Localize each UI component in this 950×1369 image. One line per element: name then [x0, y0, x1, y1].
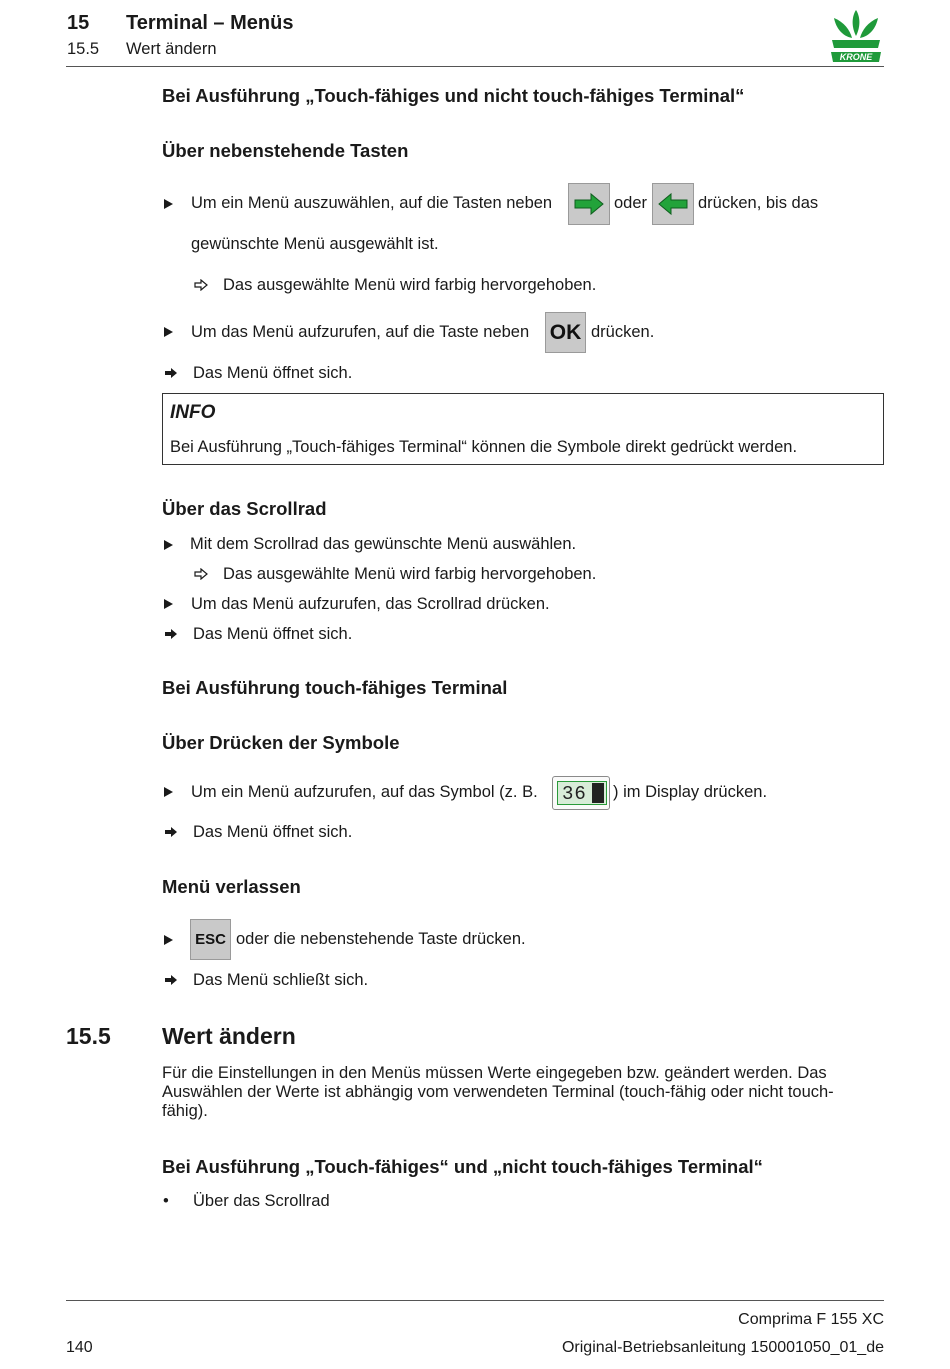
step-text: Um ein Menü auszuwählen, auf die Tasten neben: [191, 194, 553, 212]
heading-exit-menu: Menü verlassen: [162, 876, 301, 897]
chapter-title: Terminal – Menüs: [126, 12, 294, 34]
menu-symbol-button[interactable]: [552, 776, 610, 810]
result-text: Das Menü öffnet sich.: [193, 625, 353, 643]
step-bullet: [164, 599, 173, 609]
sub-result-arrow-icon: [194, 568, 208, 580]
arrow-left-icon: [657, 192, 689, 216]
sub-result-text: Das ausgewählte Menü wird farbig hervorgehoben.: [223, 565, 597, 583]
result-arrow-icon: [164, 628, 178, 640]
counter-knob: [592, 783, 604, 803]
result-text: Das Menü schließt sich.: [193, 971, 369, 989]
subheading-keys: Über nebenstehende Tasten: [162, 140, 409, 161]
esc-key-label: ESC: [195, 931, 226, 948]
ok-key-label: OK: [549, 320, 582, 344]
step-text: Um das Menü aufzurufen, auf die Taste neben: [191, 323, 530, 341]
result-arrow-icon: [164, 826, 178, 838]
counter-digits: 36: [562, 783, 587, 805]
esc-key[interactable]: [190, 919, 231, 960]
paragraph-line: Für die Einstellungen in den Menüs müssen Werte eingegeben bzw. geändert werden. Das: [162, 1064, 827, 1082]
chapter-number: 15: [67, 12, 90, 34]
footer-document-id: Original-Betriebsanleitung 150001050_01_de: [561, 1339, 884, 1356]
section-number: 15.5: [66, 1023, 111, 1049]
step-text: Um ein Menü aufzurufen, auf das Symbol (z. B.: [191, 783, 538, 801]
footer-page-number: 140: [66, 1339, 93, 1356]
step-bullet: [164, 935, 173, 945]
counter-icon: [557, 781, 607, 805]
sub-result-text: Das ausgewählte Menü wird farbig hervorgehoben.: [223, 276, 597, 294]
sub-result-arrow-icon: [194, 279, 208, 291]
arrow-left-key[interactable]: [652, 183, 694, 225]
paragraph-line: Auswählen der Werte ist abhängig vom verwendeten Terminal (touch-fähig oder nicht touch-: [162, 1083, 834, 1101]
bullet-dot: •: [163, 1192, 169, 1210]
step-text: Um das Menü aufzurufen, das Scrollrad drücken.: [191, 595, 550, 613]
footer-divider: [66, 1300, 884, 1301]
info-text: Bei Ausführung „Touch-fähiges Terminal“ können die Symbole direkt gedrückt werden.: [170, 438, 798, 456]
bullet-text: Über das Scrollrad: [193, 1192, 330, 1210]
heading-touch: Bei Ausführung touch-fähiges Terminal: [162, 677, 508, 698]
arrow-right-icon: [573, 192, 605, 216]
result-text: Das Menü öffnet sich.: [193, 364, 353, 382]
step-bullet: [164, 327, 173, 337]
header-divider: [66, 66, 884, 67]
step-text: drücken.: [591, 323, 655, 341]
info-title: INFO: [170, 402, 216, 423]
step-bullet: [164, 540, 173, 550]
paragraph-line: fähig).: [162, 1102, 208, 1120]
step-text: oder die nebenstehende Taste drücken.: [236, 930, 526, 948]
step-bullet: [164, 787, 173, 797]
krone-logo: [828, 6, 884, 64]
step-text: ) im Display drücken.: [613, 783, 768, 801]
step-text: Mit dem Scrollrad das gewünschte Menü auswählen.: [190, 535, 577, 553]
footer-model: Comprima F 155 XC: [738, 1311, 884, 1328]
step-text-continued: gewünschte Menü ausgewählt ist.: [191, 235, 439, 253]
ok-key[interactable]: [545, 312, 586, 353]
section-number-header: 15.5: [67, 40, 100, 58]
result-arrow-icon: [164, 367, 178, 379]
step-text-or: oder: [614, 194, 648, 212]
step-text: drücken, bis das: [698, 194, 819, 212]
step-bullet: [164, 199, 173, 209]
section-title-header: Wert ändern: [126, 40, 217, 58]
result-text: Das Menü öffnet sich.: [193, 823, 353, 841]
arrow-right-key[interactable]: [568, 183, 610, 225]
subheading-scrollwheel: Über das Scrollrad: [162, 498, 327, 519]
section-title: Wert ändern: [162, 1023, 296, 1049]
subheading-symbols: Über Drücken der Symbole: [162, 732, 400, 753]
heading-touch-and-non-touch: Bei Ausführung „Touch-fähiges und nicht touch-fähiges Terminal“: [162, 85, 745, 106]
heading-touch-and-non-touch-2: Bei Ausführung „Touch-fähiges“ und „nicht touch-fähiges Terminal“: [162, 1156, 763, 1177]
result-arrow-icon: [164, 974, 178, 986]
logo-text: KRONE: [839, 52, 873, 62]
